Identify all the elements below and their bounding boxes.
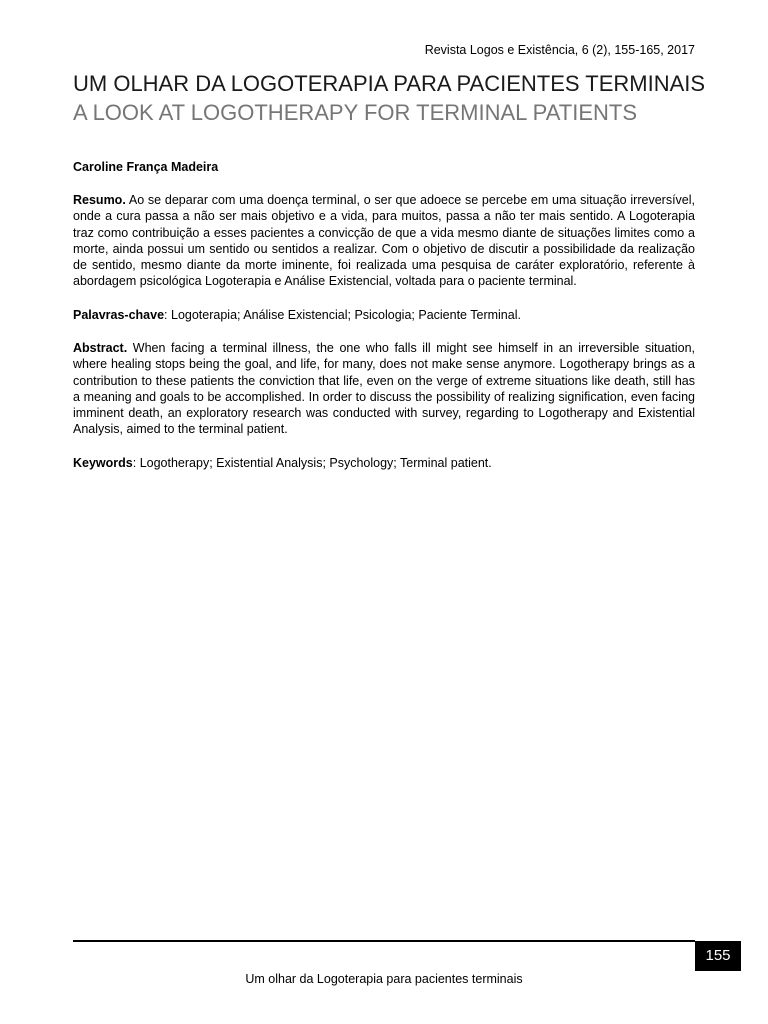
abstract-paragraph (73, 340, 695, 438)
palavras-chave-paragraph (73, 307, 695, 323)
resumo-text: Ao se deparar com uma doença terminal, o ser que adoece se percebe em uma situação irreversível, onde a cura passa a não ser mais objetivo e a vida, para muitos, passa a não ter mais sentido. A Logoterapia traz como contribuição a esses pacientes a convicção de que a vida mesmo diante de situações limites como a morte, ainda possui um sentido ou sentidos a realizar. Com o objetivo de discutir a possibilidade da realização de sentido, mesmo diante da morte iminente, foi realizada uma pesquisa de caráter exploratório, referente à abordagem psicológica Logoterapia e Análise Existencial, voltada para o paciente terminal. (73, 193, 695, 289)
author-name: Caroline França Madeira (73, 160, 219, 174)
abstract-label: Abstract. (73, 341, 128, 355)
article-title-english: A LOOK AT LOGOTHERAPY FOR TERMINAL PATIENTS (73, 100, 637, 125)
resumo-label: Resumo. (73, 193, 126, 207)
palavras-chave-text: : Logoterapia; Análise Existencial; Psicologia; Paciente Terminal. (164, 308, 521, 322)
page-number-badge: 155 (695, 941, 741, 971)
journal-reference: Revista Logos e Existência, 6 (2), 155-165, 2017 (424, 43, 695, 57)
footer-divider (73, 940, 695, 942)
keywords-label: Keywords (73, 456, 133, 470)
keywords-paragraph (73, 455, 695, 471)
abstract-text: When facing a terminal illness, the one who falls ill might see himself in an irreversible situation, where healing stops being the goal, and life, for many, does not make sense anymore. Logotherapy brings as a contribution to these patients the conviction that life, even on the verge of extreme situations like death, still has a meaning and goals to be accomplished. In order to discuss the possibility of realizing signification, even facing imminent death, an exploratory research was conducted with survey, regarding to Logotherapy and Existential Analysis, aimed to the terminal patient. (73, 341, 695, 437)
palavras-chave-label: Palavras-chave (73, 308, 165, 322)
article-title-portuguese: UM OLHAR DA LOGOTERAPIA PARA PACIENTES TERMINAIS (73, 71, 706, 96)
running-footer-title: Um olhar da Logoterapia para pacientes terminais (245, 972, 523, 986)
keywords-text: : Logotherapy; Existential Analysis; Psychology; Terminal patient. (132, 456, 492, 470)
resumo-paragraph (73, 192, 695, 290)
